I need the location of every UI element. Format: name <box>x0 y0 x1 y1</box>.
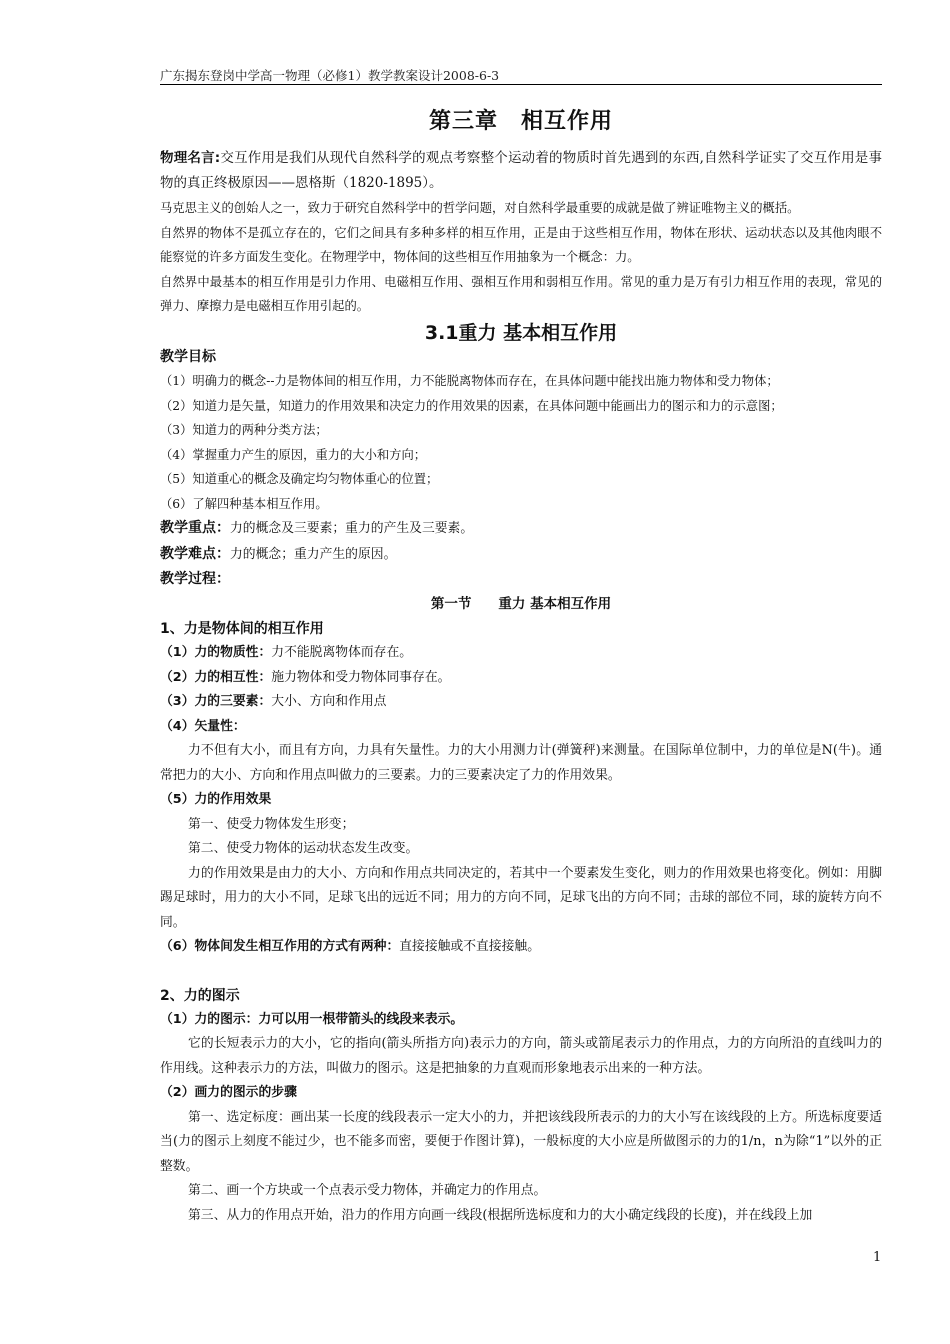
item-label: （5）力的作用效果 <box>160 792 272 807</box>
running-header: 广东揭东登岗中学高一物理（必修1）教学教案设计2008-6-3 <box>160 68 500 83</box>
quote-paragraph <box>160 146 882 196</box>
key-points <box>160 516 882 542</box>
item-label: （6）物体间发生相互作用的方式有两种： <box>160 939 400 954</box>
quote-label: 物理名言: <box>160 150 221 166</box>
difficulties <box>160 542 882 568</box>
quote-text: 交互作用是我们从现代自然科学的观点考察整个运动着的物质时首先遇到的东西,自然科学证实了交互作用是事物的真正终极原因——恩格斯（1820-1895）。 <box>160 150 882 191</box>
item-text: 力不能脱离物体而存在。 <box>271 645 413 660</box>
item-label: （1）力的图示：力可以用一根带箭头的线段来表示。 <box>160 1011 464 1027</box>
spacer <box>160 960 882 984</box>
effect-line: 第二、使受力物体的运动状态发生改变。 <box>188 841 419 856</box>
item-label: （1）力的物质性： <box>160 645 272 660</box>
goal-item: （3）知道力的两种分类方法； <box>160 423 328 437</box>
step-paragraph: 第三、从力的作用点开始，沿力的作用方向画一线段(根据所选标度和力的大小确定线段的长度)，并在线段上加 <box>188 1207 813 1223</box>
diagram-paragraph: 它的长短表示力的大小，它的指向(箭头所指方向)表示力的方向，箭头或箭尾表示力的作用点，力的方向所沿的直线叫力的作用线。这种表示力的方法，叫做力的图示。这是把抽象的力直观而形象地表示出来的一种方法。 <box>160 1036 882 1076</box>
part2-heading: 2、力的图示 <box>160 987 240 1004</box>
effect-paragraph: 力的作用效果是由力的大小、方向和作用点共同决定的，若其中一个要素发生变化，则力的作用效果也将变化。例如：用脚踢足球时，用力的大小不同，足球飞出的远近不同；用力的方向不同，足球飞出的方向不同；击球的部位不同，球的旋转方向不同。 <box>160 865 882 930</box>
part1-item <box>160 715 882 740</box>
part1-item <box>160 641 882 666</box>
item-text: 施力物体和受力物体同事存在。 <box>271 669 451 685</box>
part2-item <box>160 1008 882 1033</box>
part1-item <box>160 690 882 715</box>
goal-item: （1）明确力的概念--力是物体间的相互作用，力不能脱离物体而存在，在具体问题中能找出施力物体和受力物体； <box>160 374 779 388</box>
part1-heading: 1、力是物体间的相互作用 <box>160 621 324 637</box>
effect-line: 第一、使受力物体发生形变； <box>188 816 355 832</box>
goal-item: （4）掌握重力产生的原因，重力的大小和方向； <box>160 447 427 462</box>
item-label: （2）力的相互性： <box>160 669 272 685</box>
goal-item: （5）知道重心的概念及确定均匀物体重心的位置； <box>160 472 439 486</box>
chapter-title: 第三章 相互作用 <box>428 109 613 134</box>
item-label: （4）矢量性： <box>160 718 246 734</box>
page-number: 1 <box>873 1250 882 1265</box>
intro-block <box>160 146 882 319</box>
lesson-heading: 第一节 重力 基本相互作用 <box>430 596 612 612</box>
item-label: （3）力的三要素： <box>160 694 272 709</box>
intro-paragraph: 自然界中最基本的相互作用是引力作用、电磁相互作用、强相互作用和弱相互作用。常见的重力是万有引力相互作用的表现，常见的弹力、摩擦力是电磁相互作用引起的。 <box>160 274 882 313</box>
step-paragraph: 第二、画一个方块或一个点表示受力物体，并确定力的作用点。 <box>188 1183 547 1198</box>
item-label: （2）画力的图示的步骤 <box>160 1085 297 1100</box>
intro-paragraph: 自然界的物体不是孤立存在的，它们之间具有多种多样的相互作用，正是由于这些相互作用，物体在形状、运动状态以及其他肉眼不能察觉的许多方面发生变化。在物理学中，物体间的这些相互作用抽象为一个概念：力。 <box>160 225 882 264</box>
item-text: 直接接触或不直接接触。 <box>399 939 541 954</box>
part1-item <box>160 666 882 691</box>
item-text: 大小、方向和作用点 <box>271 694 387 709</box>
goals-heading: 教学目标 <box>160 349 216 365</box>
goal-item: （6）了解四种基本相互作用。 <box>160 496 328 511</box>
part1-item <box>160 788 882 813</box>
part2-item <box>160 1081 882 1106</box>
key-points-text: 力的概念及三要素；重力的产生及三要素。 <box>230 521 474 536</box>
section-title: 3.1重力 基本相互作用 <box>424 322 618 344</box>
process-label: 教学过程： <box>160 571 230 587</box>
key-points-label: 教学重点： <box>160 520 230 536</box>
part1-item <box>160 935 882 960</box>
intro-paragraph: 马克思主义的创始人之一，致力于研究自然科学中的哲学问题，对自然科学最重要的成就是做了辨证唯物主义的概括。 <box>160 201 800 215</box>
header-rule <box>160 84 882 85</box>
step-paragraph: 第一、选定标度：画出某一长度的线段表示一定大小的力，并把该线段所表示的力的大小写在该线段的上方。所选标度要适当(力的图示上刻度不能过少，也不能多而密，要便于作图计算)，一般标度的大小应是所做图示的力的1/n，n为除“1”以外的正整数。 <box>160 1109 882 1174</box>
vector-paragraph: 力不但有大小，而且有方向，力具有矢量性。力的大小用测力计(弹簧秤)来测量。在国际单位制中，力的单位是N(牛)。通常把力的大小、方向和作用点叫做力的三要素。力的三要素决定了力的作用效果。 <box>160 743 882 783</box>
difficulties-label: 教学难点： <box>160 545 230 562</box>
lesson-body <box>160 345 882 1228</box>
difficulties-text: 力的概念；重力产生的原因。 <box>230 546 397 562</box>
goal-item: （2）知道力是矢量，知道力的作用效果和决定力的作用效果的因素，在具体问题中能画出力的图示和力的示意图； <box>160 398 783 413</box>
